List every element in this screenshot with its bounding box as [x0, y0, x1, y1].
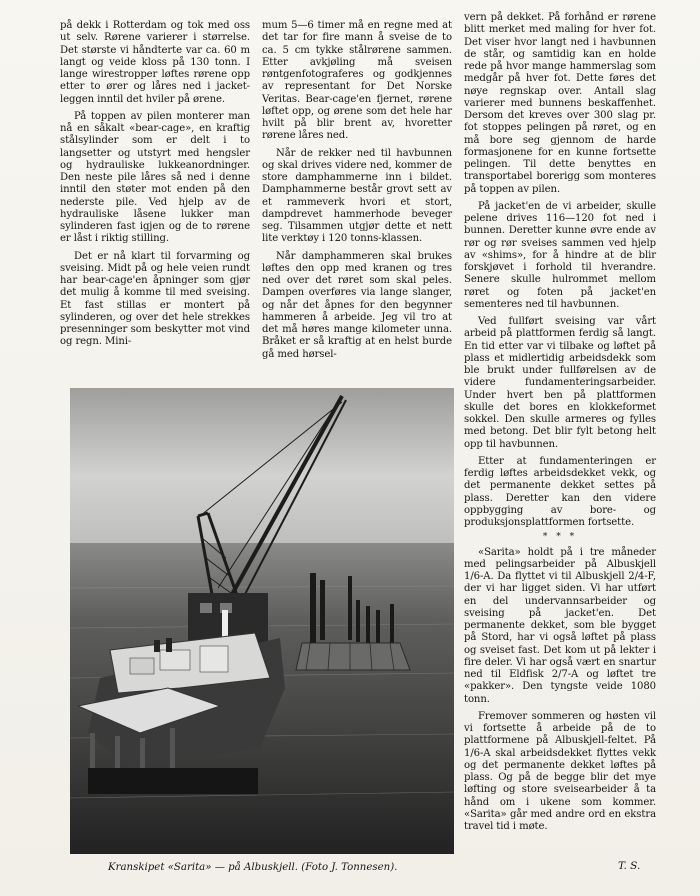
article-column-1 [60, 20, 250, 372]
article-column-3 [464, 12, 656, 847]
paragraph: På toppen av pilen monterer man nå en såkalt «bear-cage», en kraftig stålsylinder som er delt i to langsetter og utstyrt med hengsler og hydrauliske lukkeanordninger. Den neste pile låres så ned i denne inntil den støter mot enden på den nederste pile. Ved hjelp av de hydrauliske låsene lukker man sylinderen fast igjen og de to rørene er låst i riktig stilling. [60, 110, 250, 245]
article-column-2 [262, 20, 452, 372]
photo-caption: Kranskipet «Sarita» — på Albuskjell. (Foto J. Tonnesen). [108, 862, 398, 873]
paragraph: Når damphammeren skal brukes løftes den opp med kranen og tres ned over det røret som skal peles. Dampen overføres via lange slanger, og når det åpnes for den begynner hammeren å arbeide. Jeg vil tro at det må høres mange kilometer unna. Bråket er så kraftig at en helst burde gå med hørsel- [262, 250, 452, 360]
paragraph: Ved fullført sveising var vårt arbeid på plattformen ferdig så langt. En tid etter var vi tilbake og løftet på plass et midlertidig arbeidsdekk som ble brukt under fullførelsen av de videre fundamenteringsarbeider. Under hvert ben på plattformen skulle det bores en klokkeformet sokkel. Den skulle armeres og fylles med betong. Det blir fylt betong helt opp til havbunnen. [464, 316, 656, 450]
paragraph: mum 5—6 timer må en regne med at det tar for fire mann å sveise de to ca. 5 cm tykke stålrørene sammen. Etter avkjøling må sveisen røntgenfotograferes og godkjennes av representant for Det Norske Veritas. Bear-cage'en fjernet, rørene løftet opp, og ørene som det hele har hvilt på blir brent av, hvoretter rørene låres ned. [262, 20, 452, 142]
section-break: * * * [542, 532, 578, 543]
paragraph: på dekk i Rotterdam og tok med oss ut selv. Rørene varierer i størrelse. Det største vi håndterte var ca. 60 m langt og veide kloss på 130 tonn. I lange wirestropper løftes rørene opp etter to ører og låres ned i jacket-leggen inntil det hviler på ørene. [60, 20, 250, 105]
crane-ship-photo [70, 388, 454, 854]
paragraph: Det er nå klart til forvarming og sveising. Midt på og hele veien rundt har bear-cage'en åpninger som gjør det mulig å komme til med sveising. Et fast stillas er montert på sylinderen, og over det hele strekkes presenninger som beskytter mot vind og regn. Mini- [60, 250, 250, 348]
paragraph: På jacket'en de vi arbeider, skulle pelene drives 116—120 fot ned i bunnen. Deretter kunne øvre ende av rør og rør sveises sammen ved hjelp av «shims», for å hindre at de blir forskjøvet i forhold til hverandre. Senere skulle hulrommet mellom røret og foten på jacket'en sementeres ned til havbunnen. [464, 200, 656, 310]
paragraph: vern på dekket. På forhånd er rørene blitt merket med maling for hver fot. Det viser hvor langt ned i havbunnen de står, og samtidig kan en holde rede på hvor mange hammerslag som medgår på hver fot. Dette føres det nøye regnskap over. Antall slag varierer med bunnens beskaffenhet. Dersom det kreves over 300 slag pr. fot stoppes pelingen på røret, og en må bore seg gjennom de harde formasjonene for en kunne fortsette pelingen. Til dette benyttes en transportabel borerigg som monteres på toppen av pilen. [464, 12, 656, 195]
paragraph: Fremover sommeren og høsten vil vi fortsette å arbeide på de to plattformene på Albuskjell-feltet. På 1/6-A skal arbeidsdekket flyttes vekk og det permanente dekket løftes på plass. Og på de begge blir det mye løfting og store sveisearbeider å ta hånd om i ukene som kommer. «Sarita» går med andre ord en ekstra travel tid i møte. [464, 710, 656, 832]
paragraph: Etter at fundamenteringen er ferdig løftes arbeidsdekket vekk, og det permanente dekket settes på plass. Deretter kan den videre oppbygging av bore- og produksjonsplattformen fortsette. [464, 455, 656, 528]
paragraph: Når de rekker ned til havbunnen og skal drives videre ned, kommer de store damphammerne inn i bildet. Damphammerne består grovt sett av et rammeverk hvori et stort, dampdrevet hammerhode beveger seg. Tilsammen utgjør dette et nett lite verktøy i 120 tonns-klassen. [262, 147, 452, 245]
author-signature: T. S. [618, 860, 641, 872]
paragraph: «Sarita» holdt på i tre måneder med pelingsarbeider på Albuskjell 1/6-A. Da flyttet vi til Albuskjell 2/4-F, der vi har ligget siden. Vi har utført en del undervannsarbeider og sveising på jacket'en. Det permanente dekket, som ble bygget på Stord, har vi også løftet på plass og sveiset fast. Det kom ut på lekter i fire deler. Vi har også vært en snartur ned til Eldfisk 2/7-A og løftet tre «pakker». Den tyngste veide 1080 tonn. [464, 546, 656, 705]
